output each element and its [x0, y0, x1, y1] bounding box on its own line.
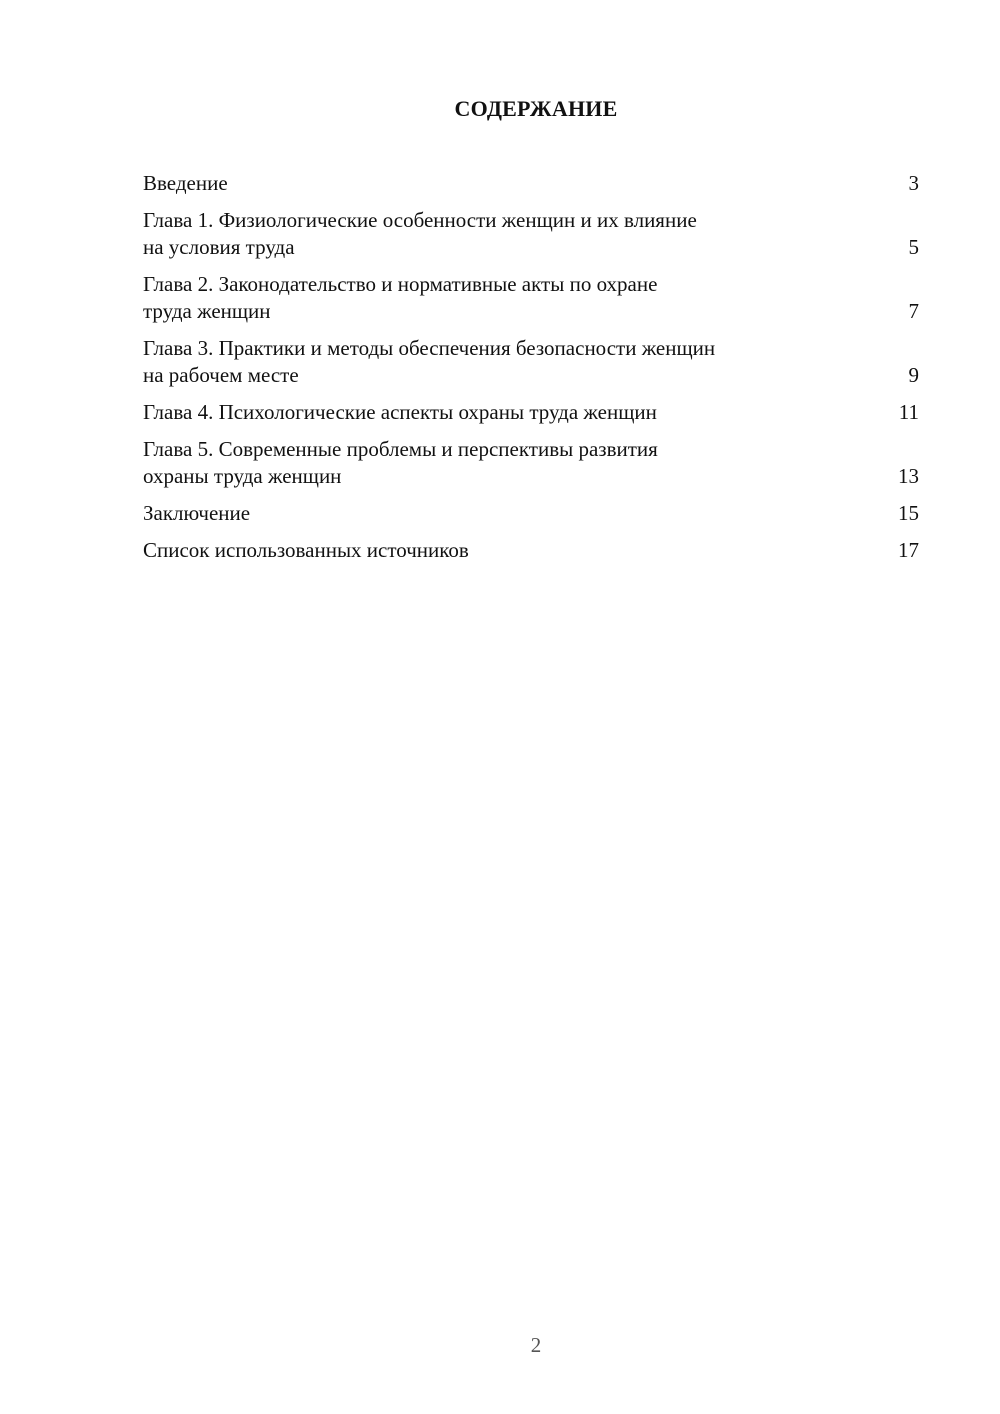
toc-entry-page: 3 — [908, 171, 919, 195]
toc-entry-line: Список использованных источников — [143, 538, 469, 562]
toc-entry-label — [143, 399, 657, 426]
toc-entry-page: 9 — [908, 363, 919, 387]
toc-entry-line: на рабочем месте — [143, 363, 299, 387]
page-title: СОДЕРЖАНИЕ — [454, 96, 618, 121]
toc-entry-chapter-1 — [143, 207, 919, 261]
table-of-contents — [143, 170, 919, 574]
toc-entry-label — [143, 537, 469, 564]
toc-entry-line: Глава 3. Практики и методы обеспечения безопасности женщин — [143, 336, 716, 360]
toc-entry-line: труда женщин — [143, 299, 271, 323]
toc-entry-references — [143, 537, 919, 564]
toc-entry-line: Заключение — [143, 501, 251, 525]
toc-entry-chapter-2 — [143, 271, 919, 325]
toc-entry-line: Введение — [143, 171, 228, 195]
toc-entry-chapter-3 — [143, 335, 919, 389]
toc-entry-label — [143, 207, 697, 261]
toc-entry-label — [143, 500, 250, 527]
toc-entry-label — [143, 335, 715, 389]
toc-entry-line: Глава 4. Психологические аспекты охраны труда женщин — [143, 400, 657, 424]
toc-entry-page: 17 — [898, 538, 919, 562]
toc-entry-page: 15 — [898, 501, 919, 525]
toc-entry-line: Глава 2. Законодательство и нормативные акты по охране — [143, 272, 658, 296]
toc-entry-line: охраны труда женщин — [143, 464, 342, 488]
toc-entry-line: Глава 5. Современные проблемы и перспективы развития — [143, 437, 658, 461]
toc-entry-label — [143, 436, 658, 490]
toc-entry-conclusion — [143, 500, 919, 527]
toc-entry-page: 5 — [908, 235, 919, 259]
page-number: 2 — [530, 1333, 542, 1357]
toc-entry-label — [143, 170, 228, 197]
toc-entry-page: 7 — [908, 299, 919, 323]
toc-entry-line: Глава 1. Физиологические особенности женщин и их влияние — [143, 208, 697, 232]
toc-entry-introduction — [143, 170, 919, 197]
toc-entry-page: 13 — [898, 464, 919, 488]
toc-entry-label — [143, 271, 657, 325]
toc-entry-chapter-4 — [143, 399, 919, 426]
toc-entry-line: на условия труда — [143, 235, 295, 259]
toc-entry-chapter-5 — [143, 436, 919, 490]
toc-entry-page: 11 — [898, 400, 919, 424]
